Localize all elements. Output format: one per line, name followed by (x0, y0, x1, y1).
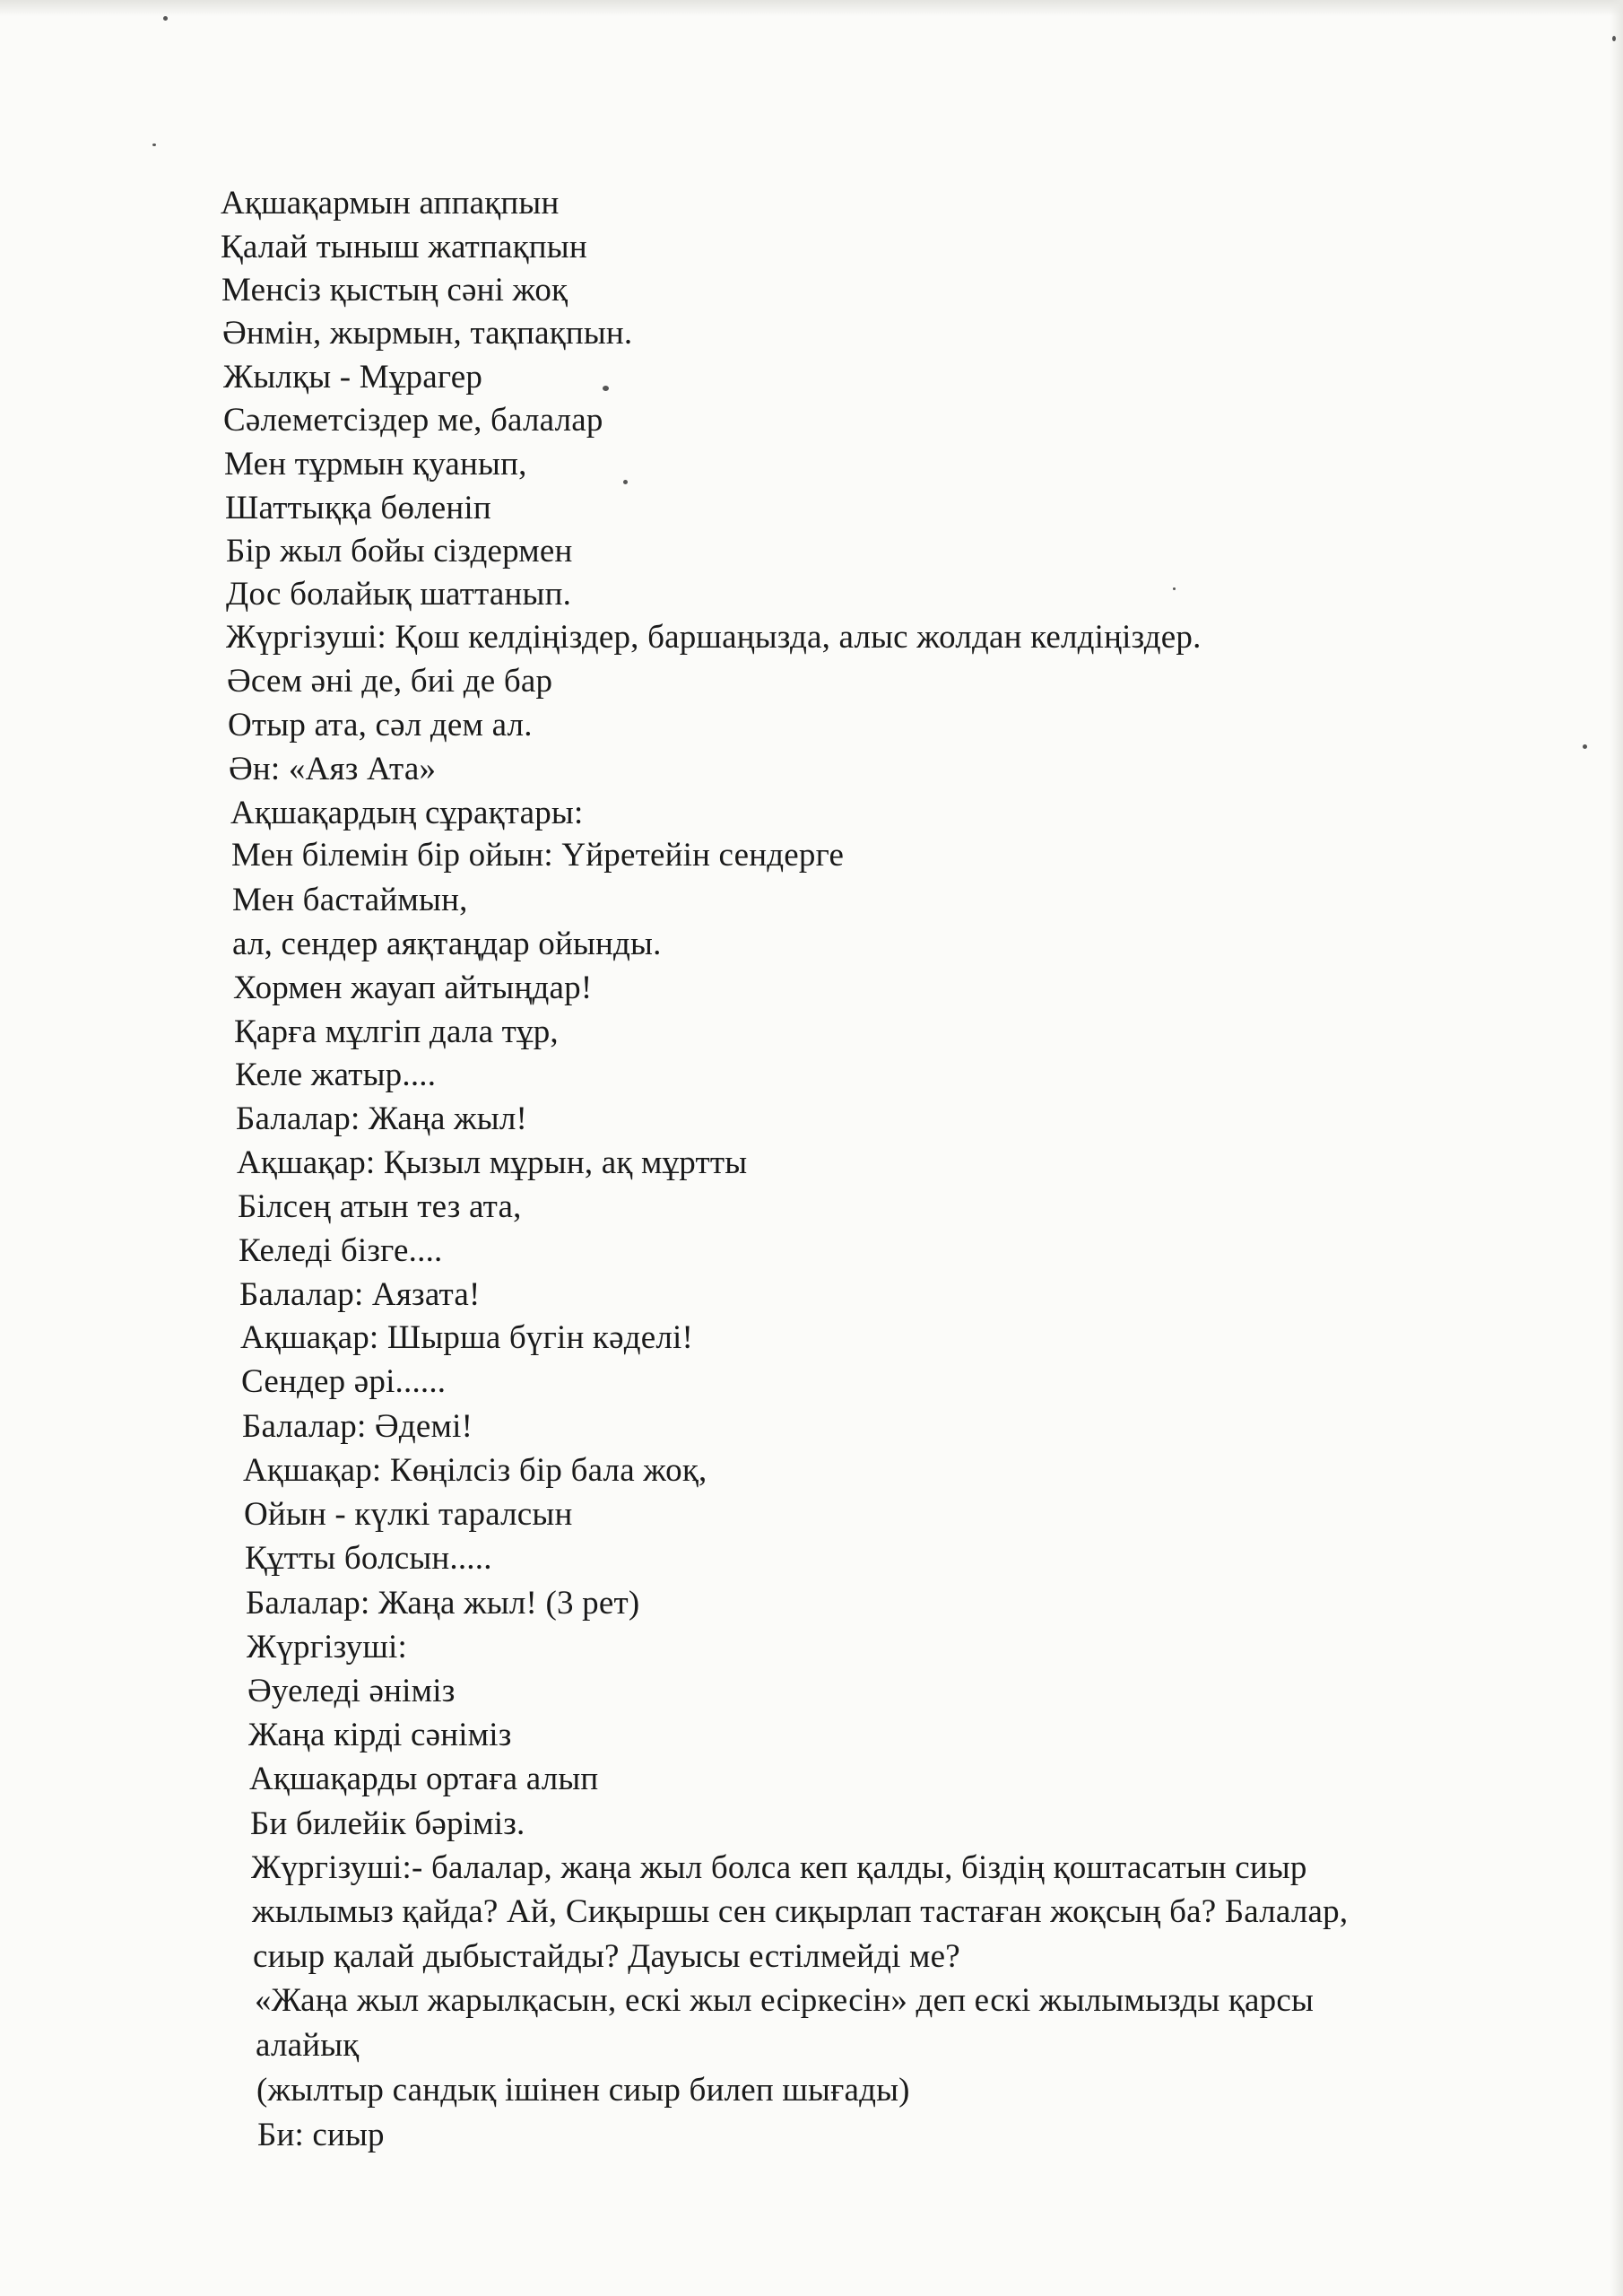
text-line: ал, сендер аяқтаңдар ойынды. (232, 926, 662, 962)
text-line: Келе жатыр.... (235, 1057, 437, 1093)
text-line: Ақшақардың сұрақтары: (230, 795, 584, 831)
text-line: Мен бастаймын, (232, 882, 468, 918)
text-line: Білсең атын тез ата, (238, 1188, 522, 1225)
text-line: Әнмін, жырмын, тақпақпын. (222, 315, 633, 352)
scan-speck (603, 386, 609, 391)
text-line: Би: сиыр (257, 2117, 385, 2153)
scan-speck (1612, 36, 1616, 41)
text-line: Отыр ата, сәл дем ал. (228, 707, 533, 744)
text-line: Бір жыл бойы сіздермен (226, 533, 573, 570)
text-line: алайық (256, 2027, 360, 2064)
text-line: Ақшақарды ортаға алып (249, 1761, 599, 1797)
text-line: Жылқы - Мұрагер (223, 359, 483, 396)
text-line: Сендер әрі...... (241, 1363, 447, 1400)
text-line: Мен білемін бір ойын: Үйретейін сендерге (231, 837, 845, 874)
text-line: Балалар: Әдемі! (242, 1408, 473, 1445)
text-line: Дос болайық шаттанып. (226, 576, 572, 613)
text-line: Әуеледі әніміз (247, 1673, 456, 1709)
text-line: сиыр қалай дыбыстайды? Дауысы естілмейді ме? (253, 1938, 960, 1975)
text-line: Жаңа кірді сәніміз (248, 1717, 512, 1753)
text-line: Жүргізуші:- балалар, жаңа жыл болса кеп қалды, біздің қоштасатын сиыр (251, 1849, 1307, 1886)
scan-edge-top (0, 0, 1623, 16)
text-line: Жүргізуші: Қош келдіңіздер, баршаңызда, алыс жолдан келдіңіздер. (226, 619, 1202, 656)
text-line: Би билейік бәріміз. (250, 1805, 525, 1842)
text-line: Балалар: Жаңа жыл! (3 рет) (246, 1585, 640, 1622)
text-line: (жылтыр сандық ішінен сиыр билеп шығады) (256, 2072, 910, 2109)
scan-speck (1173, 587, 1176, 590)
text-line: Ән: «Аяз Ата» (229, 751, 437, 787)
text-line: жылымыз қайда? Ай, Сиқыршы сен сиқырлап тастаған жоқсың ба? Балалар, (252, 1893, 1349, 1930)
text-line: «Жаңа жыл жарылқасын, ескі жыл есіркесін» деп ескі жылымызды қарсы (255, 1982, 1315, 2019)
text-line: Ақшақармын аппақпын (221, 185, 560, 222)
text-line: Мен тұрмын қуанып, (224, 446, 527, 483)
scan-speck (152, 144, 156, 146)
text-line: Балалар: Жаңа жыл! (236, 1100, 528, 1137)
text-line: Хормен жауап айтыңдар! (233, 970, 593, 1006)
text-line: Құтты болсын..... (245, 1540, 492, 1577)
text-line: Әсем әні де, биі де бар (227, 663, 553, 700)
text-line: Ақшақар: Көңілсіз бір бала жоқ, (243, 1452, 707, 1489)
text-line: Балалар: Аязата! (239, 1276, 481, 1313)
text-line: Ақшақар: Шырша бүгін кәделі! (240, 1319, 694, 1356)
text-line: Ойын - күлкі таралсын (244, 1496, 573, 1533)
text-line: Жүргізуші: (247, 1629, 407, 1665)
scan-speck (163, 16, 168, 21)
text-line: Келеді бізге.... (239, 1232, 443, 1269)
text-line: Сәлеметсіздер ме, балалар (223, 402, 603, 439)
text-line: Менсіз қыстың сәні жоқ (221, 272, 568, 309)
text-line: Қарға мұлгіп дала тұр, (234, 1013, 559, 1050)
text-line: Ақшақар: Қызыл мұрын, ақ мұртты (237, 1144, 748, 1181)
scan-edge-right (1610, 0, 1623, 2296)
scan-speck (1583, 744, 1587, 749)
scan-speck (623, 480, 628, 484)
text-line: Қалай тыныш жатпақпын (221, 229, 587, 265)
text-line: Шаттыққа бөленіп (225, 490, 491, 526)
